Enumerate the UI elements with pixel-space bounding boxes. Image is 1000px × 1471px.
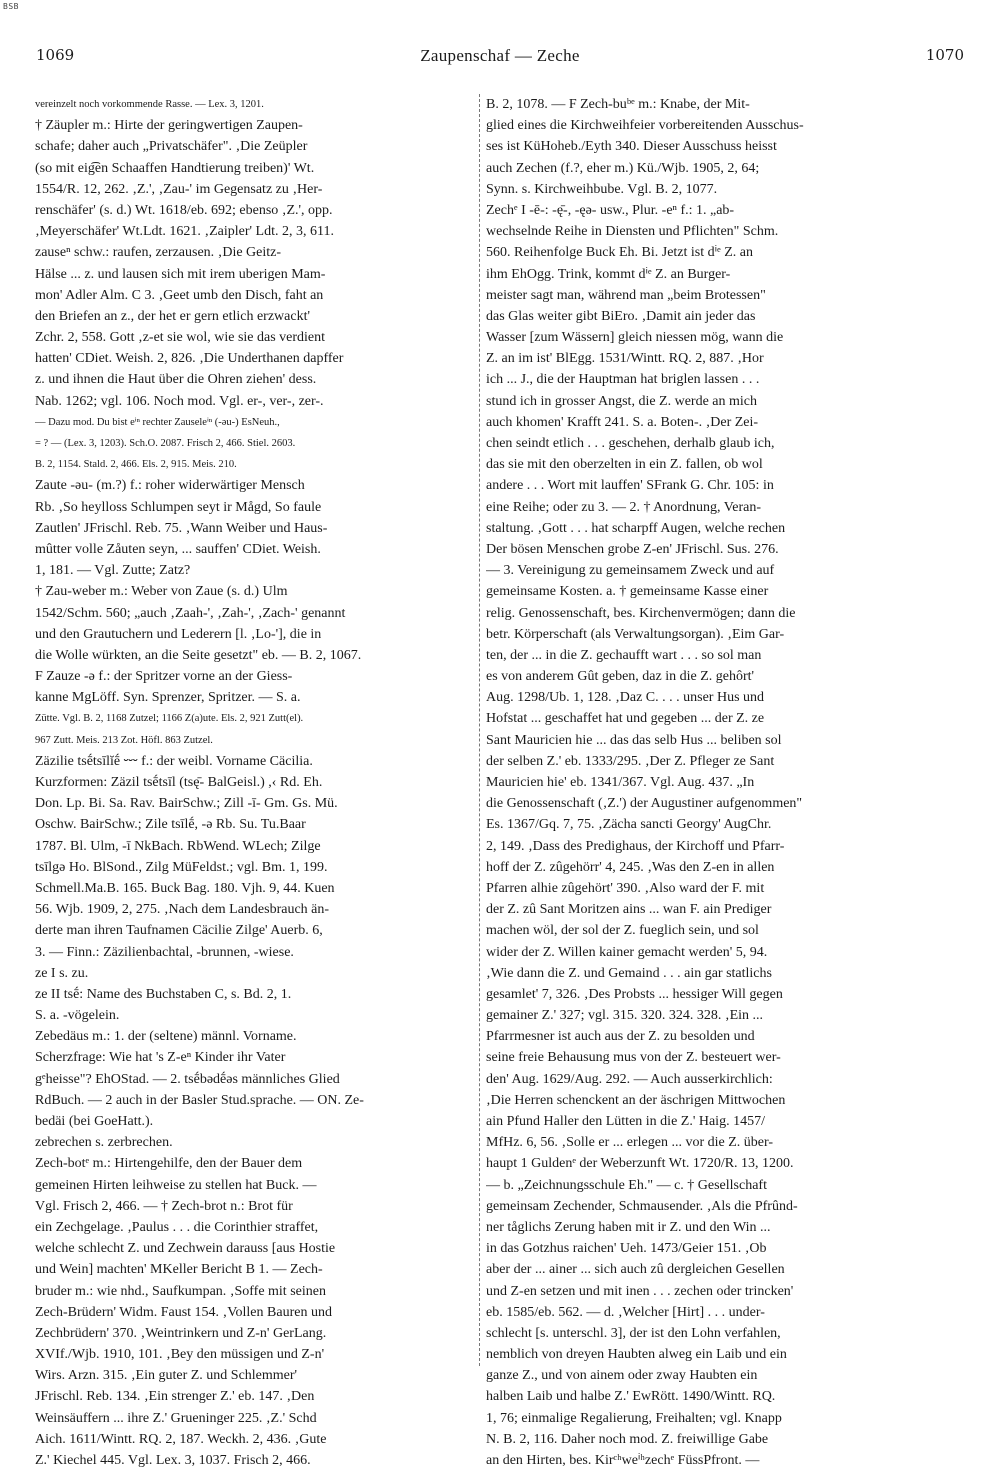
text-line: ten, der ... in die Z. gechaufft wart . . . so sol man <box>486 647 762 663</box>
text-line: Weinsäuffern ... ihre Z.' Grueninger 225. ‚Z.' Schd <box>35 1410 317 1426</box>
text-line: Mauricien hie' eb. 1341/367. Vgl. Aug. 437. „In <box>486 775 755 790</box>
text-line: gemeinen Hirten leihweise zu stellen hat Buck. — <box>35 1177 317 1193</box>
text-line: chen seindt etlich . . . geschehen, derhalb glaub ich, <box>486 436 775 451</box>
text-line: Zech-botᵉ m.: Hirtengehilfe, den der Bauer dem <box>35 1156 303 1172</box>
text-line: Schmell.Ma.B. 165. Buck Bag. 180. Vjh. 9, 44. Kuen <box>35 880 335 896</box>
text-line: bedäi (bei GoeHatt.). <box>35 1114 154 1129</box>
text-line: — b. „Zeichnungsschule Eh." — c. † Gesellschaft <box>486 1177 767 1193</box>
text-line: Don. Lp. Bi. Sa. Rav. BairSchw.; Zill -ī- Gm. Gs. Mü. <box>35 796 338 812</box>
text-line: Aug. 1298/Ub. 1, 128. ‚Daz C. . . . unser Hus und <box>486 690 765 706</box>
text-line: 2, 149. ‚Dass des Predighaus, der Kirchoff und Pfarr- <box>486 838 785 854</box>
text-line: schlecht [s. unterschl. 3], der ist den Lohn verfahlen, <box>486 1325 781 1341</box>
text-line: ‚Wie dann die Z. und Gemaind . . . ain gar statlichs <box>486 965 772 981</box>
text-line: = ? — (Lex. 3, 1203). Sch.O. 2087. Frisch 2, 466. Stiel. 2603. <box>35 438 296 449</box>
text-line: F Zauze -ə f.: der Spritzer vorne an der Giess- <box>35 669 293 685</box>
text-line: Z.' Kiechel 445. Vgl. Lex. 3, 1037. Frisch 2, 466. <box>35 1453 311 1468</box>
text-line: (so mit eig͡en Schaaffen Handtierung treiben)' Wt. <box>35 160 315 176</box>
text-line: gesamlet' 7, 326. ‚Des Probsts ... hessiger Will gegen <box>486 986 783 1002</box>
page-number-right: 1070 <box>925 46 964 64</box>
text-line: wechselnde Reihe in Diensten und Pflichten" Schm. <box>486 224 779 240</box>
text-line: Kurzformen: Zäzil tsḗtsīl (tsę̄- BalGeisl.) ,‹ Rd. Eh. <box>35 775 323 790</box>
text-line: gᵉheisse"? EhOStad. — 2. tsḗbədḗəs männliches Glied <box>35 1071 340 1087</box>
text-line: Scherzfrage: Wie hat 's Z-eⁿ Kinder ihr Vater <box>35 1050 286 1066</box>
text-line: hoff der Z. zûgehörr' 4, 245. ‚Was den Z-en in allen <box>486 859 775 875</box>
text-line: zauseⁿ schw.: raufen, zerzausen. ‚Die Geitz- <box>35 245 282 261</box>
text-line: und Wein] machten' MKeller Bericht B 1. — Zech- <box>35 1262 323 1278</box>
text-line: ses ist KüHoheb./Eyth 340. Dieser Ausschuss heisst <box>486 139 777 155</box>
text-line: die Wolle würkten, an die Seite gesetzt" eb. — B. 2, 1067. <box>35 647 362 663</box>
text-line: Der bösen Menschen grobe Z-en' JFrischl. Sus. 276. <box>486 541 779 557</box>
text-line: MfHz. 6, 56. ‚Solle er ... erlegen ... vor die Z. über- <box>486 1135 774 1151</box>
text-line: eb. 1585/eb. 562. — d. ‚Welcher [Hirt] . . . under- <box>486 1304 765 1320</box>
text-line: Wasser [zum Wässern] gleich niessen mög, wann die <box>486 330 784 346</box>
text-line: Synn. s. Kirchweihbube. Vgl. B. 2, 1077. <box>486 181 718 197</box>
text-line: den' Aug. 1629/Aug. 292. — Auch ausserkirchlich: <box>486 1071 773 1087</box>
text-line: renschäfer' (s. d.) Wt. 1618/eb. 692; ebenso ‚Z.', opp. <box>35 202 333 218</box>
text-line: Zchr. 2, 558. Gott ‚z-et sie wol, wie sie das verdient <box>35 330 326 346</box>
text-line: Zechbrüdern' 370. ‚Weintrinkern und Z-n' GerLang. <box>35 1325 327 1341</box>
column-divider <box>479 94 480 1366</box>
text-line: das sie mit den oberzelten in ein Z. fallen, ob wol <box>486 457 763 473</box>
text-line: Aich. 1611/Wintt. RQ. 2, 187. Weckh. 2, 436. ‚Gute <box>35 1431 327 1447</box>
text-line: ain Pfund Haller den Lütten in die Z.' Haig. 1457/ <box>486 1114 765 1129</box>
text-line: welche schlecht Z. und Zechwein darauss [aus Hostie <box>35 1241 336 1257</box>
text-line: Hälse ... z. und lausen sich mit irem uberigen Mam- <box>35 266 326 282</box>
text-line: Z. an im ist' BlEgg. 1531/Wintt. RQ. 2, 887. ‚Hor <box>486 351 764 367</box>
text-line: auch khomen' Krafft 241. S. a. Boten-. ‚Der Zei- <box>486 414 759 430</box>
text-line: und Z-en setzen und mit inen . . . zechen oder trincken' <box>486 1283 794 1299</box>
text-line: tsīlgə Ho. BlSond., Zilg MüFeldst.; vgl. Bm. 1, 199. <box>35 859 328 875</box>
text-line: Zütte. Vgl. B. 2, 1168 Zutzel; 1166 Z(a)ute. Els. 2, 921 Zutt(el). <box>35 713 304 725</box>
text-line: mon' Adler Alm. C 3. ‚Geet umb den Disch, faht an <box>35 287 324 303</box>
text-line: Rb. ‚So heylloss Schlumpen seyt ir Mågd, So faule <box>35 499 322 515</box>
text-line: Vgl. Frisch 2, 466. — † Zech-brot n.: Brot für <box>35 1198 293 1214</box>
text-line: gemeinsame Kosten. a. † gemeinsame Kasse einer <box>486 584 769 600</box>
text-line: ‚Die Herren schenckent an der äschrigen Mittwochen <box>486 1092 786 1108</box>
text-line: Hofstat ... geschaffet hat und gegeben ... der Z. ze <box>486 711 765 727</box>
text-line: 1554/R. 12, 262. ‚Z.', ‚Zau-' im Gegensatz zu ‚Her- <box>35 181 323 197</box>
text-line: kanne MgLöff. Syn. Sprenzer, Spritzer. — S. a. <box>35 690 301 706</box>
text-line: machen wöl, der sol der Z. fueglich sein, und sol <box>486 923 759 939</box>
text-line: bruder m.: wie nhd., Saufkumpan. ‚Soffe mit seinen <box>35 1283 326 1299</box>
text-line: halben Laib und halbe Z.' EwRött. 1490/Wintt. RQ. <box>486 1389 776 1405</box>
text-line: B. 2, 1154. Stald. 2, 466. Els. 2, 915. Meis. 210. <box>35 459 237 471</box>
text-line: es von anderem Gût geben, daz in die Z. gehôrt' <box>486 669 755 685</box>
page-number-left: 1069 <box>36 46 75 64</box>
text-line: B. 2, 1078. — F Zech-buᵇᵉ m.: Knabe, der Mit- <box>486 97 750 112</box>
text-line: gemeinsam Zechender, Schmausender. ‚Als die Pfrûnd- <box>486 1198 798 1214</box>
text-line: RdBuch. — 2 auch in der Basler Stud.sprache. — ON. Ze- <box>35 1092 364 1108</box>
text-line: ‚Meyerschäfer' Wt.Ldt. 1621. ‚Zaipler' Ldt. 2, 3, 611. <box>35 224 334 240</box>
text-line: relig. Genossenschaft, bes. Kirchenvermögen; dann die <box>486 605 796 621</box>
text-line: ein Zechgelage. ‚Paulus . . . die Corinthier straffet, <box>35 1219 319 1235</box>
text-line: Zebedäus m.: 1. der (seltene) männl. Vorname. <box>35 1029 297 1045</box>
text-line: gemainer Z.' 327; vgl. 315. 320. 324. 328. ‚Ein ... <box>486 1008 764 1024</box>
text-line: den Briefen an z., der het er gern etlich erzwackt' <box>35 308 310 324</box>
text-line: Zäzilie tsḗtsīlĭḗ ⏑⏑⏑ f.: der weibl. Vorname Cäcilia. <box>35 753 313 769</box>
text-line: Es. 1367/Gq. 7, 75. ‚Zächa sancti Georgy' AugChr. <box>486 817 772 833</box>
text-line: 1787. Bl. Ulm, -ī NkBach. RbWend. WLech; Zilge <box>35 838 321 854</box>
text-line: und den Grautuchern und Lederern [l. ‚Lo-'], die in <box>35 626 322 642</box>
text-line: Sant Mauricien hie ... das das selb Hus ... beliben sol <box>486 732 782 748</box>
text-line: Zaute -əu- (m.?) f.: roher widerwärtiger Mensch <box>35 478 305 494</box>
text-line: aber der ... ainer ... sich auch zû dergleichen Gesellen <box>486 1262 785 1278</box>
text-line: der Z. zû Sant Moritzen ains ... wan F. ain Prediger <box>486 902 772 918</box>
text-line: staltung. ‚Gott . . . hat scharpff Augen, welche rechen <box>486 520 786 536</box>
text-line: ze I s. zu. <box>35 965 89 981</box>
text-line: vereinzelt noch vorkommende Rasse. — Lex. 3, 1201. <box>35 99 264 110</box>
text-line: JFrischl. Reb. 134. ‚Ein strenger Z.' eb. 147. ‚Den <box>35 1389 315 1405</box>
right-column <box>486 94 927 1471</box>
text-line: auch Zechen (f.?, eher m.) Kü./Wjb. 1905, 2, 64; <box>486 160 760 176</box>
text-line: seine freie Behausung mus von der Z. besteuert wer- <box>486 1050 781 1066</box>
text-line: Zautlen' JFrischl. Reb. 75. ‚Wann Weiber und Haus- <box>35 520 328 536</box>
text-line: schafe; daher auch „Privatschäfer". ‚Die Zeüpler <box>35 139 308 155</box>
text-line: 560. Reihenfolge Buck Eh. Bi. Jetzt ist dⁱᵉ Z. an <box>486 245 753 261</box>
text-line: † Zäupler m.: Hirte der geringwertigen Zaupen- <box>35 118 303 134</box>
text-line: — Dazu mod. Du bist eⁱⁿ rechter Zauseleⁱⁿ (-əu-) EsNeuh., <box>35 416 280 428</box>
text-line: 3. — Finn.: Zäzilienbachtal, -brunnen, -wiese. <box>35 944 294 960</box>
text-line: N. B. 2, 116. Daher noch mod. Z. freiwillige Gabe <box>486 1431 769 1447</box>
text-line: eine Reihe; oder zu 3. — 2. † Anordnung, Veran- <box>486 499 762 515</box>
text-line: Pfarrmesner ist auch aus der Z. zu besolden und <box>486 1029 755 1045</box>
text-line: ich ... J., die der Hauptman hat briglen lassen . . . <box>486 372 760 388</box>
text-line: — 3. Vereinigung zu gemeinsamem Zweck und auf <box>486 563 775 579</box>
text-line: an den Hirten, bes. Kirᶜʰweⁱʰzechᵉ FüssPfront. — <box>486 1453 760 1468</box>
text-line: mûtter volle Zåuten seyn, ... sauffen' CDiet. Weish. <box>35 541 321 557</box>
text-line: ze II tsḗ: Name des Buchstaben C, s. Bd. 2, 1. <box>35 986 292 1002</box>
page-header <box>36 46 964 72</box>
text-line: haupt 1 Guldenᵉ der Weberzunft Wt. 1720/R. 13, 1200. <box>486 1156 794 1172</box>
text-line: die Genossenschaft (‚Z.') der Augustiner aufgenommen" <box>486 796 803 812</box>
text-line: 1542/Schm. 560; „auch ‚Zaah-', ‚Zah-', ‚Zach-' genannt <box>35 605 346 621</box>
text-line: Nab. 1262; vgl. 106. Noch mod. Vgl. er-, ver-, zer-. <box>35 393 324 409</box>
text-line: Zech-Brüdern' Widm. Faust 154. ‚Vollen Bauren und <box>35 1304 332 1320</box>
left-column <box>35 94 476 1471</box>
text-line: zebrechen s. zerbrechen. <box>35 1135 173 1151</box>
text-line: 56. Wjb. 1909, 2, 275. ‚Nach dem Landesbrauch än- <box>35 902 330 918</box>
text-line: Pfarren alhie zûgehört' 390. ‚Also ward der F. mit <box>486 880 765 896</box>
library-stamp: BSB <box>3 2 19 11</box>
text-line: derte man ihren Taufnamen Cäcilie Zilge' Auerb. 6, <box>35 923 323 939</box>
text-line: S. a. -vögelein. <box>35 1008 120 1024</box>
text-line: 1, 76; einmalige Regalierung, Freihalten; vgl. Knapp <box>486 1410 782 1426</box>
text-line: 1, 181. — Vgl. Zutte; Zatz? <box>35 563 191 579</box>
text-line: das Glas weiter gibt BiEro. ‚Damit ain jeder das <box>486 308 756 324</box>
text-line: hatten' CDiet. Weish. 2, 826. ‚Die Underthanen dapffer <box>35 351 344 367</box>
running-title: Zaupenschaf — Zeche <box>420 46 580 65</box>
text-line: Oschw. BairSchw.; Zile tsīlḗ, -ə Rb. Su. Tu.Baar <box>35 817 306 833</box>
text-line: Wirs. Arzn. 315. ‚Ein guter Z. und Schlemmer' <box>35 1368 298 1384</box>
text-line: 967 Zutt. Meis. 213 Zot. Höfl. 863 Zutzel. <box>35 734 213 746</box>
text-line: andere . . . Wort mit lauffen' SFrank G. Chr. 105: in <box>486 478 774 494</box>
text-line: nemblich von dreyen Haubten alweg ein Laib und ein <box>486 1347 787 1363</box>
text-line: XVIf./Wjb. 1910, 101. ‚Bey den müssigen und Z-n' <box>35 1347 325 1363</box>
text-line: Zechᵉ I -ē-: -ę̄-, -ęə- usw., Plur. -eⁿ f.: 1. „ab- <box>486 202 735 218</box>
text-line: meister sagt man, während man „beim Brotessen" <box>486 287 766 303</box>
text-line: † Zau-weber m.: Weber von Zaue (s. d.) Ulm <box>35 584 288 600</box>
text-line: in das Gotzhus raichen' Ueh. 1473/Geier 151. ‚Ob <box>486 1241 767 1257</box>
text-line: ihm EhOgg. Trink, kommt dⁱᵉ Z. an Burger- <box>486 266 731 282</box>
text-line: ganze Z., und von ainem oder zway Haubten ein <box>486 1368 758 1384</box>
text-line: ner tåglichs Zerung haben mit ir Z. und den Win ... <box>486 1219 771 1235</box>
text-line: wider der Z. Willen kainer gemacht werden' 5, 94. <box>486 944 768 960</box>
text-line: stund ich in grosser Angst, die Z. werde an mich <box>486 393 758 409</box>
text-line: betr. Körperschaft (als Verwaltungsorgan). ‚Eim Gar- <box>486 626 785 642</box>
text-line: glied eines die Kirchweihfeier vorbereitenden Ausschus- <box>486 118 804 134</box>
text-line: z. und ihnen die Haut über die Ohren ziehen' dess. <box>35 372 317 388</box>
text-line: der selben Z.' eb. 1333/295. ‚Der Z. Pfleger ze Sant <box>486 753 775 769</box>
